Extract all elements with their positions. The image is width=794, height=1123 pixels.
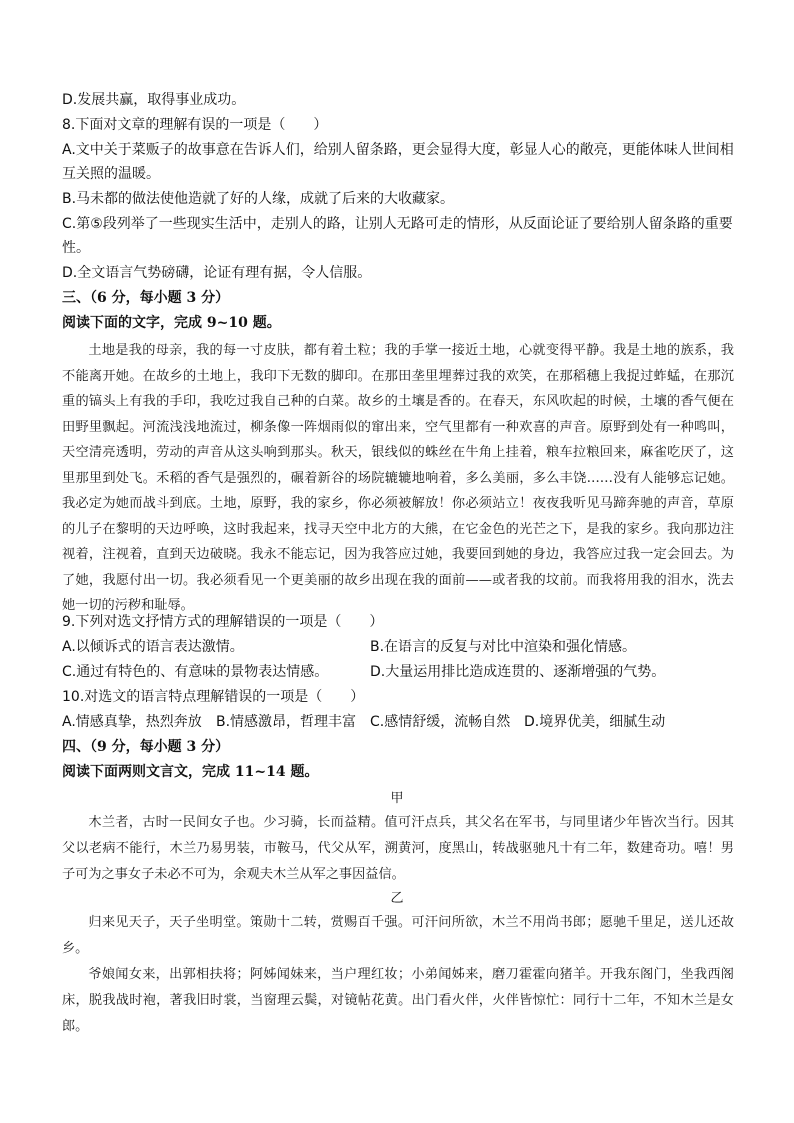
passage-yi-title: 乙 [390, 891, 404, 906]
q9-option-a: A.以倾诉式的语言表达激情。 [62, 639, 244, 655]
q9-option-b: B.在语言的反复与对比中渲染和强化情感。 [370, 639, 637, 655]
q8-option-c-line1: C.第⑤段列举了一些现实生活中，走别人的路，让别人无路可走的情形，从反面论证了要给别人留条路的重要 [62, 216, 733, 232]
q10-option-d: D.境界优美，细腻生动 [524, 714, 666, 730]
passage-jia-title: 甲 [390, 791, 404, 806]
q8-option-c-line2: 性。 [62, 240, 90, 256]
q9-option-c: C.通过有特色的、有意味的景物表达情感。 [62, 664, 329, 680]
q10-option-a: A.情感真挚，热烈奔放 [62, 714, 202, 730]
passage-yi-text-1: 归来见天子，天子坐明堂。策勋十二转，赏赐百千强。可汗问所欲，木兰不用尚书郎；愿驰千里足，送儿还故乡。 [62, 915, 734, 956]
q9-option-d: D.大量运用排比造成连贯的、逐渐增强的气势。 [370, 664, 666, 680]
q8-option-d: D.全文语言气势磅礴，论证有理有据，令人信服。 [62, 265, 372, 281]
q10-option-b: B.情感激昂，哲理丰富 [216, 714, 357, 730]
q10-stem: 10.对选文的语言特点理解错误的一项是（ ） [62, 689, 365, 705]
q8-option-b: B.马未都的做法使他造就了好的人缘，成就了后来的大收藏家。 [62, 191, 455, 207]
passage-yi-text-2: 爷娘闻女来，出郭相扶将；阿姊闻妹来，当户理红妆；小弟闻姊来，磨刀霍霍向猪羊。开我东阁门，坐我西阁床，脱我战时袍，著我旧时裳，当窗理云鬓，对镜帖花黄。出门看火伴，火伴皆惊忙：同行十二年，不知木兰是女郎。 [62, 967, 734, 1034]
q8-option-a-line1: A.文中关于菜贩子的故事意在告诉人们，给别人留条路，更会显得大度，彰显人心的敞亮，更能体味人世间相 [62, 142, 734, 158]
passage-jia-text: 木兰者，古时一民间女子也。少习骑，长而益精。值可汗点兵，其父名在军书，与同里诸少年皆次当行。因其父以老病不能行，木兰乃易男装，市鞍马，代父从军，溯黄河，度黑山，转战驱驰凡十有二年，数建奇功。嘻！男子可为之事女子未必不可为，余观夫木兰从军之事因益信。 [62, 815, 734, 882]
q9-stem: 9.下列对选文抒情方式的理解错误的一项是（ ） [62, 614, 384, 630]
section3-passage: 土地是我的母亲，我的每一寸皮肤，都有着土粒；我的手掌一接近土地，心就变得平静。我是土地的族系，我不能离开她。在故乡的土地上，我印下无数的脚印。在那田垄里埋葬过我的欢笑，在那稻穗上我捉过蚱蜢，在那沉重的镐头上有我的手印，我吃过我自己种的白菜。故乡的土壤是香的。在春天，东风吹起的时候，土壤的香气便在田野里飘起。河流浅浅地流过，柳条像一阵烟雨似的窜出来，空气里都有一种欢喜的声音。原野到处有一种鸣叫，天空清亮透明，劳动的声音从这头响到那头。秋天，银线似的蛛丝在牛角上挂着，粮车拉粮回来，麻雀吃厌了，这里那里到处飞。禾稻的香气是强烈的，碾着新谷的场院辘辘地响着，多么美丽，多么丰饶……没有人能够忘记她。我必定为她而战斗到底。土地，原野，我的家乡，你必须被解放！你必须站立！夜夜我听见马蹄奔驰的声音，草原的儿子在黎明的天边呼唤，这时我起来，找寻天空中北方的大熊，在它金色的光芒之下，是我的家乡。我向那边注视着，注视着，直到天边破晓。我永不能忘记，因为我答应过她，我要回到她的身边，我答应过我一定会回去。为了她，我愿付出一切。我必须看见一个更美丽的故乡出现在我的面前——或者我的坟前。而我将用我的泪水，洗去她一切的污秽和耻辱。 [62, 343, 734, 613]
q10-option-c: C.感情舒缓，流畅自然 [370, 714, 511, 730]
q8-stem: 8.下面对文章的理解有误的一项是（ ） [62, 117, 328, 133]
section4-heading: 四、（9 分，每小题 3 分） [62, 739, 230, 755]
q7-option-d: D.发展共赢，取得事业成功。 [62, 92, 246, 108]
section3-instruction: 阅读下面的文字，完成 9~10 题。 [62, 315, 281, 331]
q8-option-a-line2: 互关照的温暖。 [62, 166, 160, 182]
section3-heading: 三、（6 分，每小题 3 分） [62, 290, 230, 306]
section4-instruction: 阅读下面两则文言文，完成 11~14 题。 [62, 764, 319, 780]
